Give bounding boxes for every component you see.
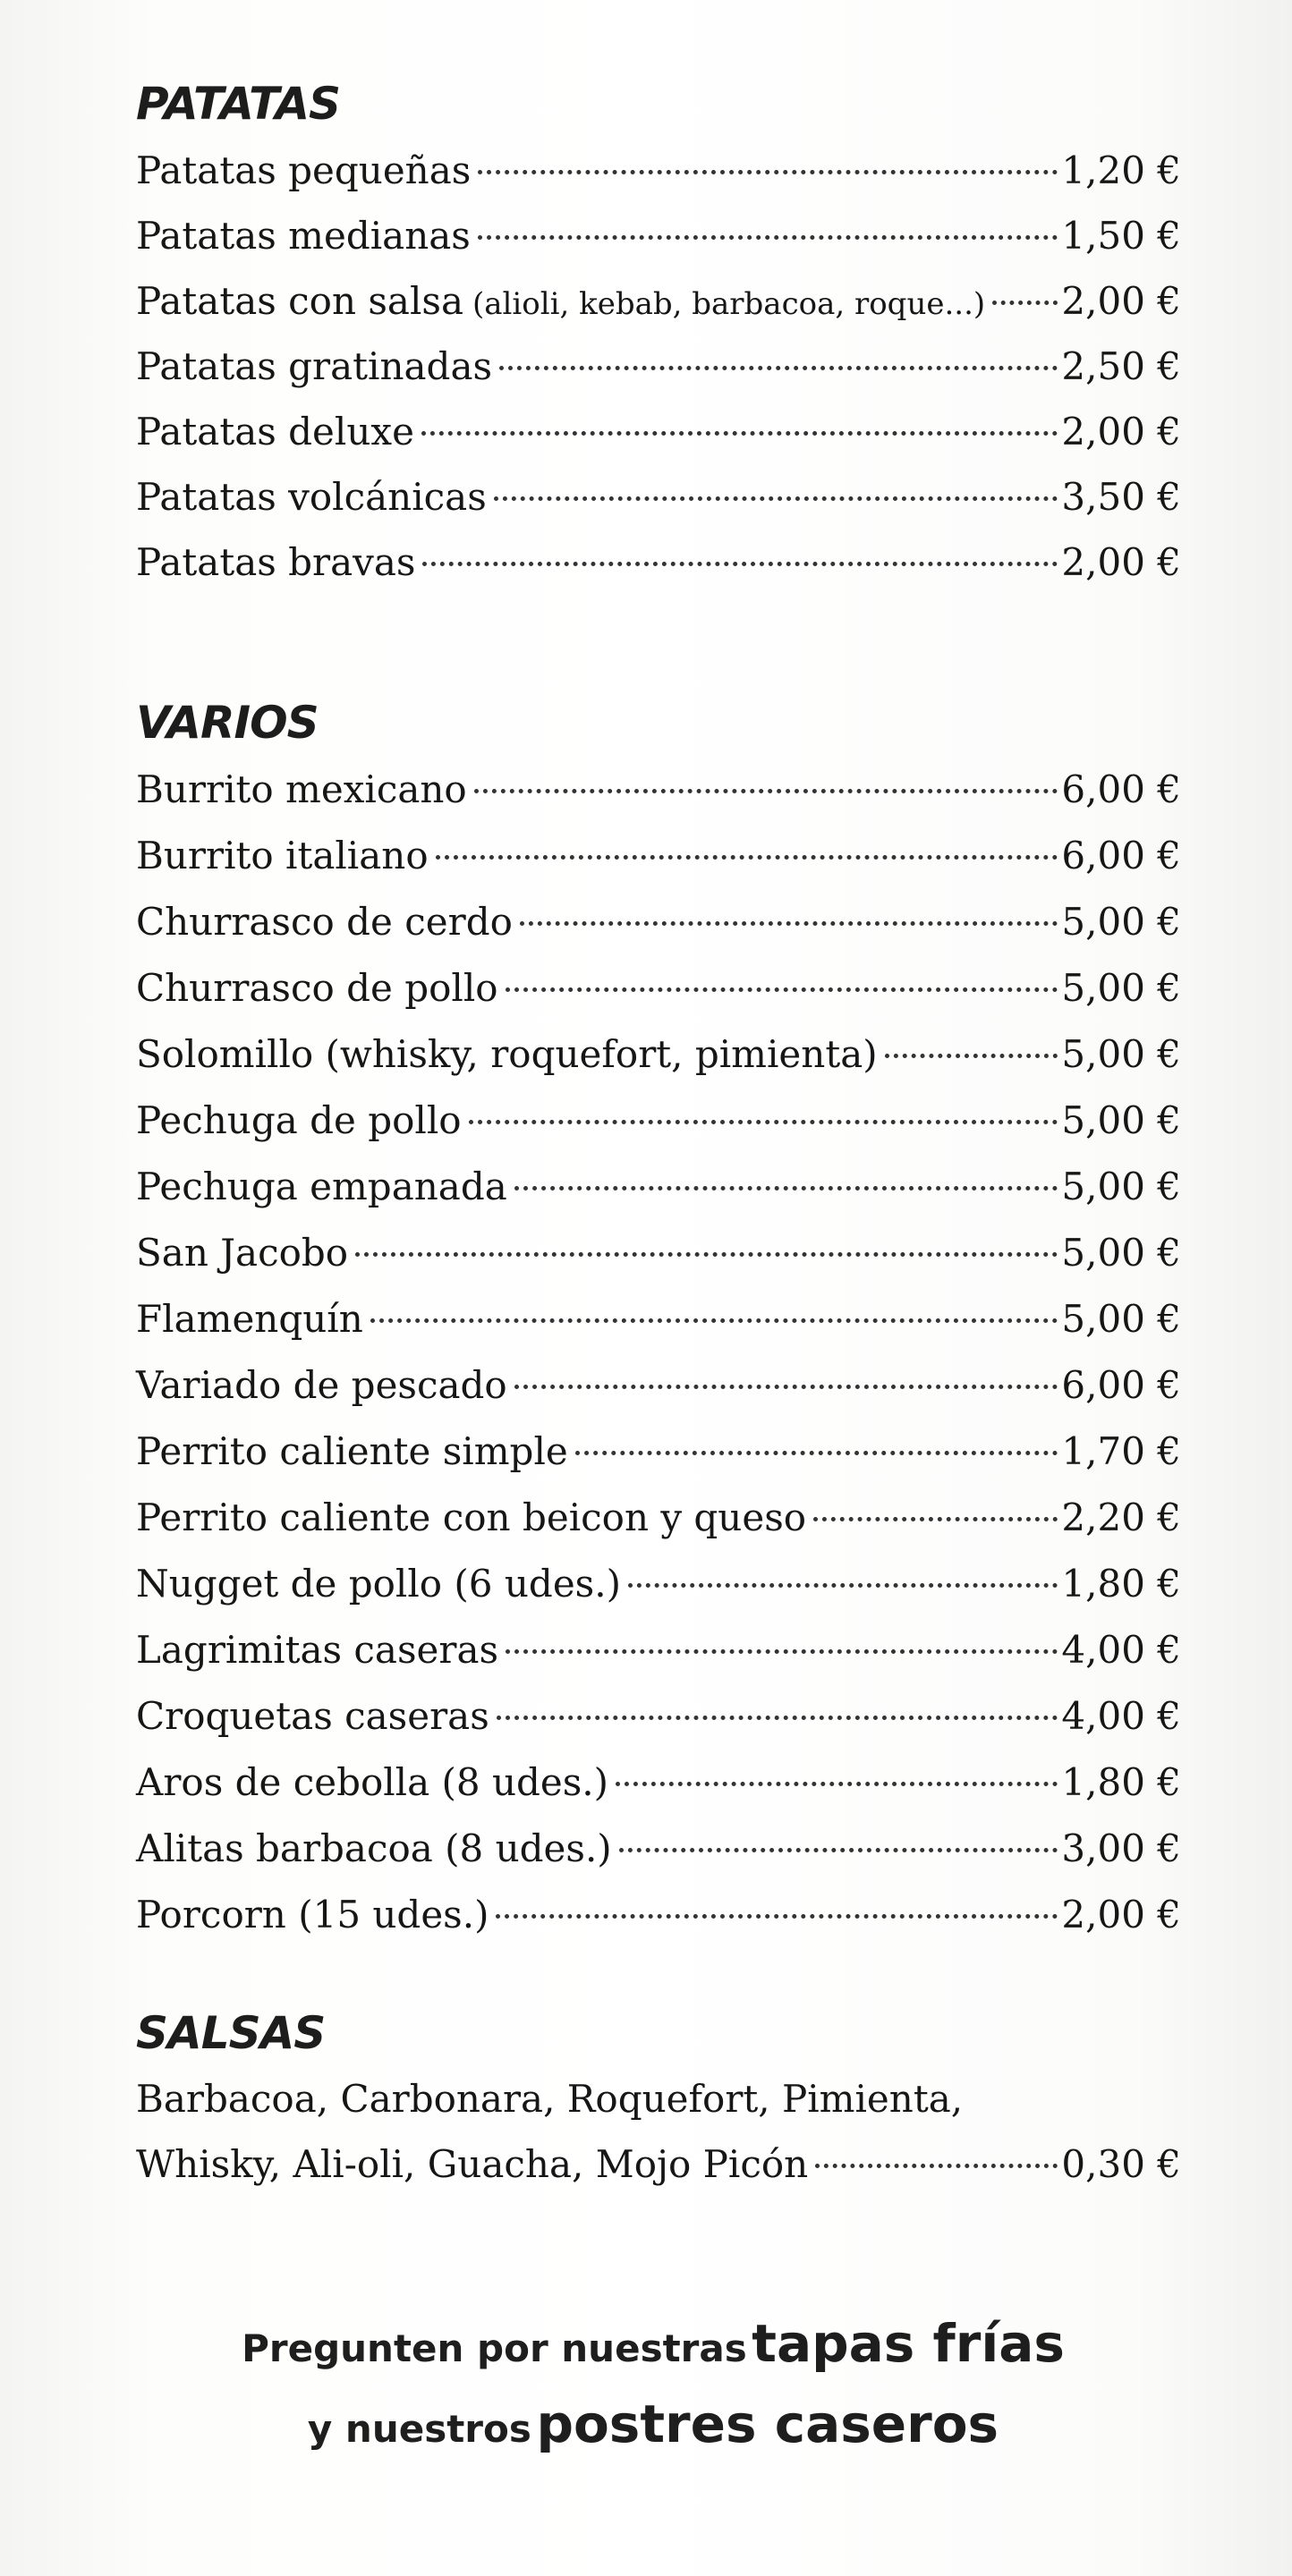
menu-item xyxy=(136,268,1181,334)
item-price: 1,50 € xyxy=(1061,214,1181,258)
dot-leader xyxy=(478,235,1058,240)
dot-leader xyxy=(992,301,1058,305)
menu-item xyxy=(136,1021,1181,1088)
section-title-salsas: SALSAS xyxy=(136,2007,326,2059)
item-price: 5,00 € xyxy=(1061,1231,1181,1275)
item-name: Churrasco de pollo xyxy=(136,966,498,1010)
salsas-section xyxy=(136,1999,1181,2198)
dot-leader xyxy=(436,855,1058,860)
dot-leader xyxy=(496,1914,1058,1919)
item-name: Pechuga de pollo xyxy=(136,1098,462,1142)
item-price: 3,50 € xyxy=(1061,475,1181,519)
menu-item xyxy=(136,1352,1181,1419)
dot-leader xyxy=(514,1385,1058,1389)
item-name: Nugget de pollo (6 udes.) xyxy=(136,1562,621,1606)
item-name: Burrito mexicano xyxy=(136,767,467,811)
item-name: Lagrimitas caseras xyxy=(136,1628,499,1672)
dot-leader xyxy=(355,1252,1058,1257)
item-name: Patatas pequeñas xyxy=(136,148,472,192)
dot-leader xyxy=(514,1186,1058,1191)
item-name: Burrito italiano xyxy=(136,834,429,877)
dot-leader xyxy=(616,1782,1058,1786)
item-price: 5,00 € xyxy=(1061,900,1181,944)
item-price: 5,00 € xyxy=(1061,966,1181,1010)
item-price: 5,00 € xyxy=(1061,1098,1181,1142)
section-title-varios: VARIOS xyxy=(136,697,319,749)
item-name: Flamenquín xyxy=(136,1297,363,1341)
item-name: Alitas barbacoa (8 udes.) xyxy=(136,1826,612,1870)
item-name: Patatas gratinadas xyxy=(136,344,493,388)
item-price: 2,50 € xyxy=(1061,344,1181,388)
item-price: 5,00 € xyxy=(1061,1165,1181,1208)
item-price: 3,00 € xyxy=(1061,1826,1181,1870)
menu-item xyxy=(136,1750,1181,1816)
item-price: 1,20 € xyxy=(1061,148,1181,192)
menu-item xyxy=(136,823,1181,889)
menu-item xyxy=(136,399,1181,464)
item-name: Variado de pescado xyxy=(136,1363,507,1407)
footer-note xyxy=(179,2303,1127,2464)
item-price: 4,00 € xyxy=(1061,1628,1181,1672)
item-price: 1,70 € xyxy=(1061,1429,1181,1473)
dot-leader xyxy=(422,562,1058,566)
item-price: 5,00 € xyxy=(1061,1297,1181,1341)
menu-item xyxy=(136,1816,1181,1882)
item-name: Perrito caliente con beicon y queso xyxy=(136,1496,807,1539)
dot-leader xyxy=(506,1649,1058,1654)
menu-item xyxy=(136,1882,1181,1948)
item-price: 6,00 € xyxy=(1061,1363,1181,1407)
item-price: 2,00 € xyxy=(1061,540,1181,584)
dot-leader xyxy=(499,366,1058,370)
dot-leader xyxy=(815,2164,1058,2168)
salsas-price-row xyxy=(136,2131,1181,2198)
menu-item xyxy=(136,1683,1181,1750)
salsas-list-line: Whisky, Ali-oli, Guacha, Mojo Picón xyxy=(136,2142,809,2186)
item-price: 2,00 € xyxy=(1061,410,1181,453)
item-name: Patatas volcánicas xyxy=(136,475,487,519)
footer-highlight: postres caseros xyxy=(536,2394,999,2454)
item-price: 2,00 € xyxy=(1061,279,1181,323)
menu-item xyxy=(136,530,1181,595)
menu-item xyxy=(136,1617,1181,1683)
menu-item xyxy=(136,464,1181,530)
item-price: 2,00 € xyxy=(1061,1893,1181,1936)
dot-leader xyxy=(497,1716,1058,1720)
menu-item xyxy=(136,889,1181,955)
dot-leader xyxy=(370,1318,1058,1323)
item-price: 6,00 € xyxy=(1061,767,1181,811)
dot-leader xyxy=(628,1583,1058,1588)
item-price: 5,00 € xyxy=(1061,1032,1181,1076)
dot-leader xyxy=(469,1120,1058,1124)
item-price: 2,20 € xyxy=(1061,1496,1181,1539)
menu-item xyxy=(136,1286,1181,1352)
menu-item xyxy=(136,1220,1181,1286)
item-name: Patatas medianas xyxy=(136,214,471,258)
dot-leader xyxy=(421,431,1058,436)
item-price: 1,80 € xyxy=(1061,1562,1181,1606)
dot-leader xyxy=(813,1517,1058,1521)
item-name: Aros de cebolla (8 udes.) xyxy=(136,1760,609,1804)
item-name: Croquetas caseras xyxy=(136,1694,489,1738)
footer-highlight: tapas frías xyxy=(752,2313,1065,2374)
dot-leader xyxy=(575,1451,1058,1455)
item-name: Perrito caliente simple xyxy=(136,1429,568,1473)
patatas-section xyxy=(136,70,1181,595)
dot-leader xyxy=(474,789,1058,793)
item-name: Porcorn (15 udes.) xyxy=(136,1893,489,1936)
section-title-patatas: PATATAS xyxy=(136,78,341,130)
item-note: (alioli, kebab, barbacoa, roque...) xyxy=(472,286,986,322)
item-price: 4,00 € xyxy=(1061,1694,1181,1738)
menu-item xyxy=(136,1485,1181,1551)
menu-item xyxy=(136,1088,1181,1154)
item-price: 0,30 € xyxy=(1061,2142,1181,2186)
item-name: Pechuga empanada xyxy=(136,1165,507,1208)
menu-item xyxy=(136,203,1181,268)
footer-text: Pregunten por nuestras xyxy=(242,2326,747,2370)
menu-item xyxy=(136,334,1181,399)
menu-item xyxy=(136,1154,1181,1220)
menu-item xyxy=(136,757,1181,823)
dot-leader xyxy=(885,1054,1058,1058)
menu-item xyxy=(136,955,1181,1021)
menu-item xyxy=(136,1419,1181,1485)
item-name: Patatas con salsa xyxy=(136,279,463,323)
footer-text: y nuestros xyxy=(307,2407,531,2451)
dot-leader xyxy=(494,496,1058,501)
salsas-list-line: Barbacoa, Carbonara, Roquefort, Pimienta, xyxy=(136,2077,964,2121)
item-name: San Jacobo xyxy=(136,1231,349,1275)
item-price: 1,80 € xyxy=(1061,1760,1181,1804)
item-name: Patatas bravas xyxy=(136,540,416,584)
dot-leader xyxy=(619,1848,1058,1852)
item-price: 6,00 € xyxy=(1061,834,1181,877)
dot-leader xyxy=(506,987,1058,992)
dot-leader xyxy=(520,921,1058,926)
item-name: Solomillo (whisky, roquefort, pimienta) xyxy=(136,1032,878,1076)
dot-leader xyxy=(478,170,1058,174)
footer-line-1 xyxy=(179,2303,1127,2384)
menu-item xyxy=(136,1551,1181,1617)
varios-section xyxy=(136,689,1181,1948)
item-name: Patatas deluxe xyxy=(136,410,414,453)
footer-line-2 xyxy=(179,2384,1127,2464)
menu-item xyxy=(136,138,1181,203)
item-name: Churrasco de cerdo xyxy=(136,900,513,944)
